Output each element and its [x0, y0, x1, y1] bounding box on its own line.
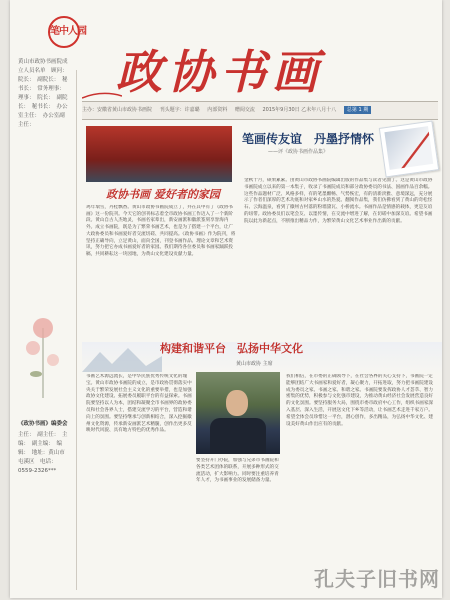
speaker-photo	[196, 372, 280, 454]
editorial-board	[18, 420, 70, 476]
article1-heading: 政协书画 爱好者的家园	[106, 188, 220, 201]
logo-text: 笔中人园	[50, 26, 86, 37]
issue-date: 2015年9月30日 乙未年八月十八	[262, 107, 337, 113]
article2-heading: 笔画传友谊 丹墨抒情怀	[242, 132, 375, 146]
masthead-info-strip	[82, 101, 438, 120]
article2-subheading: ——评《政协书画作品集》	[268, 149, 329, 155]
article3-heading: 构建和谐平台 弘扬中华文化	[160, 342, 303, 355]
newspaper-title: 政协书画	[116, 45, 324, 99]
mountain-illustration	[82, 342, 162, 372]
newspaper-page	[10, 0, 442, 598]
swoosh-decoration	[82, 90, 122, 100]
sidebar-member-list: 黄山市政协书画院成立人员名单 顾问： 院长： 副院长： 秘书长： 常务理事： 理事： 院长： 副院长： 秘书长： 办公室主任： 办公室副主任：	[18, 59, 71, 128]
article3-column-1: 书画艺术源远流长，是中华民族优秀传统文化的瑰宝。黄山市政协书画院的成立，是市政协贯彻落实中央关于繁荣发展社会主义文化的重要举措，也是加强政协文化建设、拓展委员履职平台的有益探索。书画院要坚持以人为本，团结和凝聚全市书画界的政协委员和社会各界人士，搭建交流学习的平台，营造和谐向上的氛围。要坚持继承与创新相结合，深入挖掘徽州文化资源，传承新安画派艺术精髓，创作出更多反映时代风貌、具有地方特色的优秀作品。	[86, 374, 192, 434]
speaker-face	[226, 390, 248, 416]
article3-author: 黄山市政协 主席	[236, 361, 273, 367]
title-calligrapher: 刊头题字：许嘉璐	[159, 107, 200, 113]
editorial-board-title: 《政协书画》编委会	[18, 421, 68, 427]
flower-illustration	[16, 308, 70, 398]
speaker-suit	[210, 418, 266, 454]
article2-body: 金秋十月，硕果累累。由黄山市政协书画院编辑出版的作品集与读者见面了。这是黄山市政协书画院成立以来的第一本集子，收录了书画院成员和部分政协委员的书法、国画作品百余幅。这些作品题材广泛、风格多样，有的笔墨酣畅、气势恢宏，有的清新淡雅、意境深远，充分展示了作者们深厚的艺术功底和对家乡山水的热爱。翻阅作品集，我们仿佛看到了黄山的奇松怪石、云海温泉，看到了徽州古村落的粉墙黛瓦、小桥流水。书画作品是情感的载体，更是友谊的纽带。政协委员们以笔会友、以墨传情，在交流中增进了解，在切磋中加深友谊。希望书画院以此为新起点，不断推出精品力作，为繁荣黄山文化艺术事业作出新的贡献。	[244, 178, 433, 224]
watermark: 孔夫子旧书网	[314, 567, 440, 591]
exchange-label: 赠阅交流	[234, 107, 255, 113]
article3-column-2: 要坚持开门办院，加强与兄弟市书画院和各类艺术团体的联系，开展多种形式的交流活动，扩大影响力。同时要注重培养青年人才，为书画事业的发展储备力量。	[196, 458, 279, 484]
book-cover-image	[379, 120, 439, 177]
meeting-photo	[86, 126, 232, 182]
article1-body: 鸡年瑞雪，丹桂飘香。黄山市政协书画院成立了，并在其中有了《政协书画》这一份院刊。今天它的创刊标志着全市政协书画工作迈入了一个新阶段。黄山自古人杰地灵，书画名家辈出，新安画派和徽派篆刻享誉海内外。成立书画院，既是为了繁荣书画艺术，也是为了搭建一个平台，让广大政协委员和书画爱好者交流切磋、共同提高。《政协书画》作为院刊，将坚持正确导向，立足黄山，面向全国，刊登书画作品、理论文章和艺术资讯，努力把它办成书画爱好者的家园。我们期待各位委员和书画家踊跃投稿，共同耕耘这一块园地，为黄山文化建设贡献力量。	[86, 205, 236, 257]
host-org: 主办：安徽省黄山市政协书画院	[82, 107, 153, 113]
internal-label: 内部资料	[207, 107, 228, 113]
left-sidebar	[10, 40, 76, 598]
sidebar-divider	[76, 70, 77, 590]
issue-number-badge: 总第 1 期	[344, 106, 371, 114]
editorial-board-text: 主任： 副主任： 主编： 副主编： 编辑： 地址：黄山市屯溪区 电话：0559-2326***	[18, 432, 68, 474]
article3-column-3: 我们相信，在市委的正确领导下，在社会各界的关心支持下，书画院一定能够团结广大书画家和爱好者，凝心聚力，开拓进取，努力把书画院建设成为委员之家、书画之家、和谐之家。书画院要发挥政协人才荟萃、智力密集的优势，积极参与文化强市建设，为推动黄山经济社会发展营造良好的文化氛围。要坚持服务大局，围绕市委市政府中心工作，组织书画家深入基层、深入生活，开展送文化下乡等活动，让书画艺术走进千家万户。希望全体会员珍惜这一平台，潜心创作，多出精品，为弘扬中华文化、建设美好黄山作出应有的贡献。	[286, 374, 434, 427]
